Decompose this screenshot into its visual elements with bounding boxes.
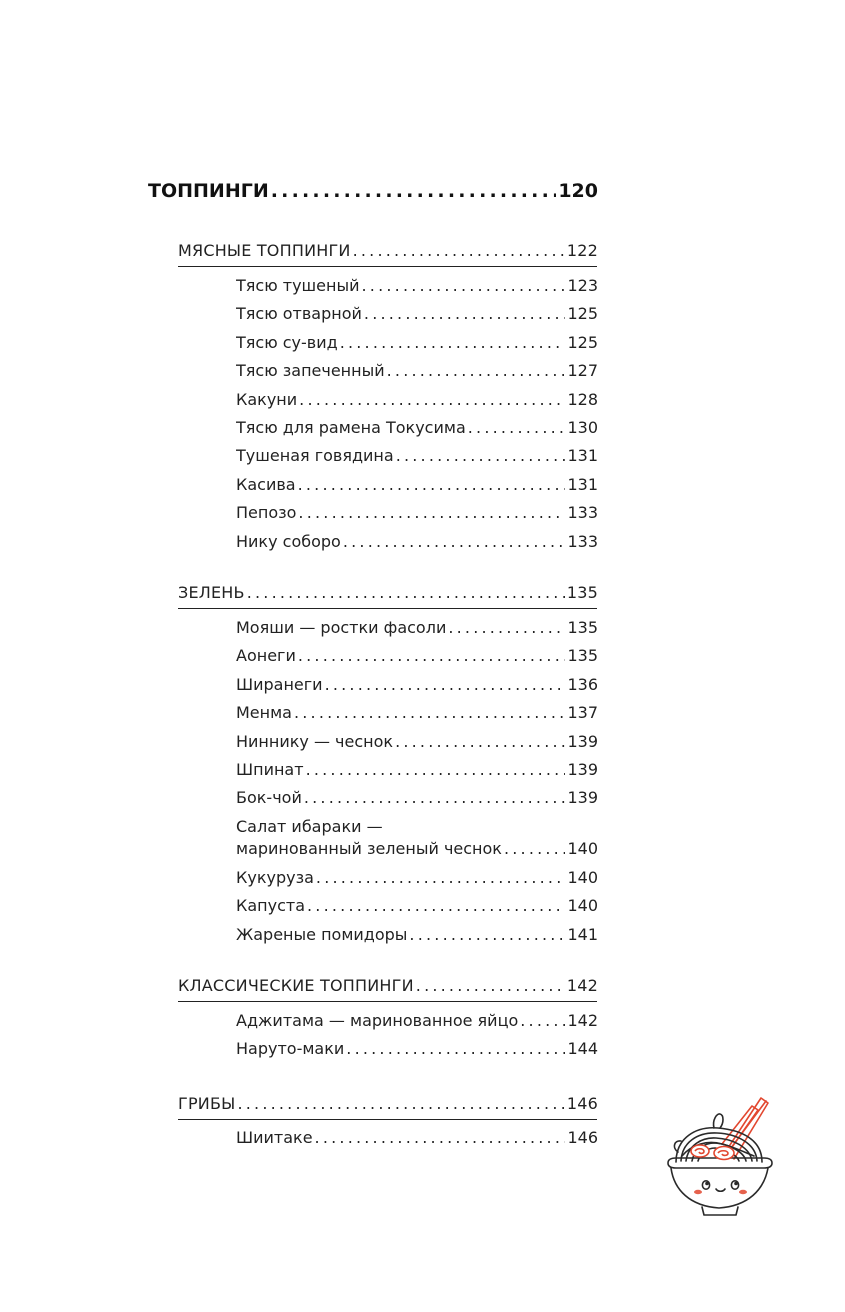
section-page-number: 146 (566, 1094, 598, 1113)
toc-section-mushrooms[interactable] (178, 1094, 598, 1113)
toc-item[interactable] (236, 475, 598, 494)
dot-leader (344, 1039, 565, 1058)
item-page-number: 139 (567, 788, 598, 807)
item-page-number: 137 (567, 703, 598, 722)
item-title: Шиитаке (236, 1128, 313, 1147)
section-page-number: 135 (566, 583, 598, 602)
item-title: Мояши — ростки фасоли (236, 618, 447, 637)
dot-leader (245, 583, 565, 602)
toc-item[interactable] (236, 896, 598, 915)
item-page-number: 128 (567, 390, 598, 409)
section-title: ЗЕЛЕНЬ (178, 583, 245, 602)
item-page-number: 146 (567, 1128, 598, 1147)
item-title: Наруто-маки (236, 1039, 345, 1058)
item-title: Нику соборо (236, 532, 341, 551)
dot-leader (292, 703, 565, 722)
toc-item[interactable] (236, 276, 598, 295)
section-page-number: 122 (566, 241, 598, 260)
chapter-title: ТОППИНГИ (148, 180, 269, 202)
toc-item[interactable] (236, 1128, 598, 1147)
dot-leader (304, 760, 566, 779)
item-page-number: 136 (567, 675, 598, 694)
toc-item[interactable] (236, 646, 598, 665)
item-title: Ширанеги (236, 675, 323, 694)
toc-item[interactable] (236, 532, 598, 551)
item-page-number: 133 (567, 503, 598, 522)
item-title: Ниннику — чеснок (236, 732, 394, 751)
item-title: Аджитама — маринованное яйцо (236, 1011, 519, 1030)
dot-leader (502, 839, 565, 858)
item-title: Тясю запеченный (236, 361, 385, 380)
item-title: Тушеная говядина (236, 446, 394, 465)
section-underline (178, 608, 597, 609)
item-page-number: 127 (567, 361, 598, 380)
item-title: Какуни (236, 390, 298, 409)
section-title: ГРИБЫ (178, 1094, 236, 1113)
dot-leader (385, 361, 566, 380)
dot-leader (323, 675, 566, 694)
item-page-number: 141 (567, 925, 598, 944)
dot-leader (341, 532, 566, 551)
dot-leader (338, 333, 566, 352)
section-title: КЛАССИЧЕСКИЕ ТОППИНГИ (178, 976, 414, 995)
section-page-number: 142 (566, 976, 598, 995)
toc-item[interactable] (236, 732, 598, 751)
dot-leader (351, 241, 565, 260)
dot-leader (313, 1128, 566, 1147)
item-title: Тясю су-вид (236, 333, 338, 352)
item-page-number: 123 (567, 276, 598, 295)
ramen-bowl-icon (662, 1068, 776, 1218)
dot-leader (466, 418, 566, 437)
item-title: Шпинат (236, 760, 304, 779)
toc-item-line1[interactable]: Салат ибараки — (236, 817, 383, 836)
toc-item[interactable] (236, 1039, 598, 1058)
section-underline (178, 1119, 597, 1120)
dot-leader (414, 976, 565, 995)
item-title: Менма (236, 703, 292, 722)
item-title: Бок-чой (236, 788, 302, 807)
dot-leader (314, 868, 566, 887)
chapter-page-number: 120 (558, 180, 598, 202)
dot-leader (394, 446, 566, 465)
toc-item[interactable] (236, 925, 598, 944)
toc-item[interactable] (236, 868, 598, 887)
section-title: МЯСНЫЕ ТОППИНГИ (178, 241, 351, 260)
item-page-number: 140 (567, 839, 598, 858)
item-title: Тясю тушеный (236, 276, 360, 295)
item-title: Тясю для рамена Токусима (236, 418, 466, 437)
toc-chapter-entry[interactable] (148, 180, 598, 202)
toc-section-classic[interactable] (178, 976, 598, 995)
toc-item[interactable] (236, 703, 598, 722)
dot-leader (360, 276, 566, 295)
toc-item[interactable] (236, 446, 598, 465)
dot-leader (235, 1094, 564, 1113)
toc-item[interactable] (236, 618, 598, 637)
item-title: Кукуруза (236, 868, 314, 887)
item-page-number: 131 (567, 446, 598, 465)
toc-item[interactable] (236, 418, 598, 437)
dot-leader (393, 732, 565, 751)
dot-leader (305, 896, 565, 915)
toc-item[interactable] (236, 675, 598, 694)
item-title: Тясю отварной (236, 304, 362, 323)
item-title: Касива (236, 475, 296, 494)
dot-leader (362, 304, 566, 323)
dot-leader (518, 1011, 565, 1030)
dot-leader (407, 925, 565, 944)
item-title: маринованный зеленый чеснок (236, 839, 502, 858)
item-page-number: 139 (567, 760, 598, 779)
toc-section-greens[interactable] (178, 583, 598, 602)
item-title: Капуста (236, 896, 306, 915)
item-page-number: 139 (567, 732, 598, 751)
item-page-number: 135 (567, 646, 598, 665)
toc-item[interactable] (236, 304, 598, 323)
toc-item[interactable] (236, 788, 598, 807)
dot-leader (297, 390, 565, 409)
item-page-number: 125 (567, 333, 598, 352)
dot-leader (302, 788, 566, 807)
dot-leader (296, 475, 566, 494)
toc-item[interactable] (236, 333, 598, 352)
dot-leader (269, 180, 557, 202)
item-title: Жареные помидоры (236, 925, 408, 944)
toc-item[interactable] (236, 503, 598, 522)
item-page-number: 125 (567, 304, 598, 323)
toc-item[interactable] (236, 390, 598, 409)
item-page-number: 135 (567, 618, 598, 637)
item-page-number: 133 (567, 532, 598, 551)
item-page-number: 144 (567, 1039, 598, 1058)
dot-leader (296, 503, 565, 522)
item-page-number: 142 (567, 1011, 598, 1030)
toc-item[interactable] (236, 1011, 598, 1030)
item-title: Аонеги (236, 646, 296, 665)
toc-item[interactable] (236, 839, 598, 858)
item-page-number: 140 (567, 896, 598, 915)
dot-leader (296, 646, 566, 665)
section-underline (178, 266, 597, 267)
toc-item[interactable] (236, 361, 598, 380)
item-page-number: 131 (567, 475, 598, 494)
item-title: Пепозо (236, 503, 297, 522)
toc-item[interactable] (236, 760, 598, 779)
toc-section-meat[interactable] (178, 241, 598, 260)
dot-leader (446, 618, 565, 637)
section-underline (178, 1001, 597, 1002)
item-page-number: 130 (567, 418, 598, 437)
item-page-number: 140 (567, 868, 598, 887)
